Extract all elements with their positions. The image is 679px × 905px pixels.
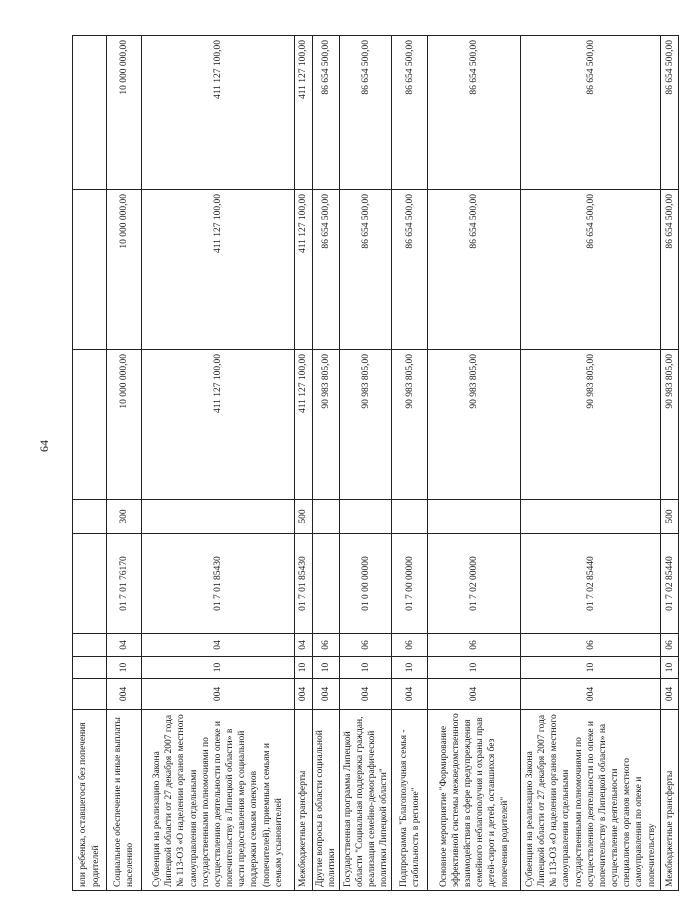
row-description: Межбюджетные трансферты bbox=[661, 710, 679, 891]
row-subsection: 04 bbox=[142, 634, 295, 657]
row-section: 10 bbox=[392, 657, 428, 679]
row-target-article: 01 7 01 85430 bbox=[142, 534, 295, 634]
row-subsection: 06 bbox=[661, 634, 679, 657]
row-sum-2: 86 654 500,00 bbox=[340, 190, 392, 350]
row-code bbox=[73, 679, 107, 710]
row-sum-3: 86 654 500,00 bbox=[392, 36, 428, 190]
row-expense-type bbox=[340, 500, 392, 534]
row-subsection: 06 bbox=[428, 634, 521, 657]
table-row bbox=[107, 36, 142, 891]
row-sum-2 bbox=[73, 190, 107, 350]
row-sum-3: 411 127 100,00 bbox=[295, 36, 313, 190]
row-description: Социальное обеспечение и иные выплаты населению bbox=[107, 710, 142, 891]
row-code: 004 bbox=[107, 679, 142, 710]
row-sum-1: 90 983 805,00 bbox=[661, 350, 679, 500]
row-sum-1: 90 983 805,00 bbox=[340, 350, 392, 500]
row-expense-type: 500 bbox=[295, 500, 313, 534]
table-row bbox=[295, 36, 313, 891]
row-section: 10 bbox=[340, 657, 392, 679]
table-row bbox=[73, 36, 107, 891]
row-expense-type bbox=[313, 500, 340, 534]
row-target-article: 01 0 00 00000 bbox=[340, 534, 392, 634]
row-sum-1: 90 983 805,00 bbox=[392, 350, 428, 500]
row-expense-type bbox=[428, 500, 521, 534]
budget-table bbox=[72, 35, 679, 891]
row-target-article: 01 7 02 85440 bbox=[661, 534, 679, 634]
row-sum-3: 86 654 500,00 bbox=[521, 36, 661, 190]
row-description: Субвенция на реализацию Закона Липецкой области от 27 декабря 2007 года № 113-ОЗ «О наделении органов местного самоуправления отдельными государственными полномочиями по осуществлению деятельности по опеке и попечительству в Липецкой области» на осуществление деятельности специалистов органов местного самоуправления по опеке и попечительству bbox=[521, 710, 661, 891]
row-subsection: 06 bbox=[521, 634, 661, 657]
row-sum-2: 411 127 100,00 bbox=[142, 190, 295, 350]
row-section: 10 bbox=[521, 657, 661, 679]
table-row bbox=[392, 36, 428, 891]
row-code: 004 bbox=[142, 679, 295, 710]
table-row bbox=[142, 36, 295, 891]
row-subsection: 06 bbox=[392, 634, 428, 657]
row-code: 004 bbox=[313, 679, 340, 710]
row-description: Другие вопросы в области социальной политики bbox=[313, 710, 340, 891]
row-target-article: 01 7 00 00000 bbox=[392, 534, 428, 634]
row-sum-3: 86 654 500,00 bbox=[661, 36, 679, 190]
row-section: 10 bbox=[142, 657, 295, 679]
row-sum-2: 86 654 500,00 bbox=[392, 190, 428, 350]
row-target-article: 01 7 02 00000 bbox=[428, 534, 521, 634]
row-code: 004 bbox=[521, 679, 661, 710]
row-target-article: 01 7 01 76170 bbox=[107, 534, 142, 634]
row-section: 10 bbox=[661, 657, 679, 679]
row-expense-type: 500 bbox=[661, 500, 679, 534]
row-description: Межбюджетные трансферты bbox=[295, 710, 313, 891]
row-sum-2: 86 654 500,00 bbox=[428, 190, 521, 350]
row-section: 10 bbox=[313, 657, 340, 679]
row-code: 004 bbox=[295, 679, 313, 710]
row-section: 10 bbox=[295, 657, 313, 679]
row-description: Подпрограмма "Благополучная семья - стабильность в регионе" bbox=[392, 710, 428, 891]
row-expense-type bbox=[392, 500, 428, 534]
row-subsection: 04 bbox=[295, 634, 313, 657]
row-subsection bbox=[73, 634, 107, 657]
table-row bbox=[313, 36, 340, 891]
row-sum-2: 86 654 500,00 bbox=[521, 190, 661, 350]
row-sum-3: 86 654 500,00 bbox=[313, 36, 340, 190]
row-sum-2: 10 000 000,00 bbox=[107, 190, 142, 350]
row-sum-2: 411 127 100,00 bbox=[295, 190, 313, 350]
row-sum-1: 90 983 805,00 bbox=[428, 350, 521, 500]
row-code: 004 bbox=[340, 679, 392, 710]
row-sum-1 bbox=[73, 350, 107, 500]
row-expense-type bbox=[521, 500, 661, 534]
row-section: 10 bbox=[107, 657, 142, 679]
table-row bbox=[661, 36, 679, 891]
row-description: Государственная программа Липецкой области "Социальная поддержка граждан, реализация семейно-демографической политики Липецкой области" bbox=[340, 710, 392, 891]
row-code: 004 bbox=[661, 679, 679, 710]
row-target-article: 01 7 02 85440 bbox=[521, 534, 661, 634]
row-subsection: 06 bbox=[340, 634, 392, 657]
row-target-article bbox=[313, 534, 340, 634]
row-section bbox=[73, 657, 107, 679]
row-sum-3: 86 654 500,00 bbox=[340, 36, 392, 190]
row-sum-2: 86 654 500,00 bbox=[313, 190, 340, 350]
row-sum-1: 90 983 805,00 bbox=[313, 350, 340, 500]
row-code: 004 bbox=[428, 679, 521, 710]
row-description: Основное мероприятие "Формирование эффективной системы межведомственного взаимодействия в сфере предупреждения семейного неблагополучия и охраны прав детей-сирот и детей, оставшихся без попечения родителей" bbox=[428, 710, 521, 891]
row-target-article: 01 7 01 85430 bbox=[295, 534, 313, 634]
rotated-page bbox=[72, 36, 675, 891]
table-row bbox=[340, 36, 392, 891]
row-sum-3: 411 127 100,00 bbox=[142, 36, 295, 190]
row-description: или ребенка, оставшегося без попечения родителей bbox=[73, 710, 107, 891]
row-sum-3 bbox=[73, 36, 107, 190]
row-sum-3: 86 654 500,00 bbox=[428, 36, 521, 190]
row-expense-type bbox=[142, 500, 295, 534]
row-subsection: 06 bbox=[313, 634, 340, 657]
row-sum-1: 10 000 000,00 bbox=[107, 350, 142, 500]
table-row bbox=[428, 36, 521, 891]
row-sum-1: 411 127 100,00 bbox=[142, 350, 295, 500]
row-subsection: 04 bbox=[107, 634, 142, 657]
row-expense-type bbox=[73, 500, 107, 534]
row-expense-type: 300 bbox=[107, 500, 142, 534]
row-sum-1: 411 127 100,00 bbox=[295, 350, 313, 500]
page-number: 64 bbox=[37, 440, 51, 452]
row-code: 004 bbox=[392, 679, 428, 710]
row-sum-2: 86 654 500,00 bbox=[661, 190, 679, 350]
row-sum-1: 90 983 805,00 bbox=[521, 350, 661, 500]
row-description: Субвенция на реализацию Закона Липецкой области от 27 декабря 2007 года № 113-ОЗ «О наделении органов местного самоуправления отдельными государственными полномочиями по осуществлению деятельности по опеке и попечительству в Липецкой области» в части предоставления мер социальной поддержки семьям опекунов (попечителей), приемным семьям и семьям усыновителей bbox=[142, 710, 295, 891]
row-section: 10 bbox=[428, 657, 521, 679]
row-sum-3: 10 000 000,00 bbox=[107, 36, 142, 190]
table-row bbox=[521, 36, 661, 891]
row-target-article bbox=[73, 534, 107, 634]
